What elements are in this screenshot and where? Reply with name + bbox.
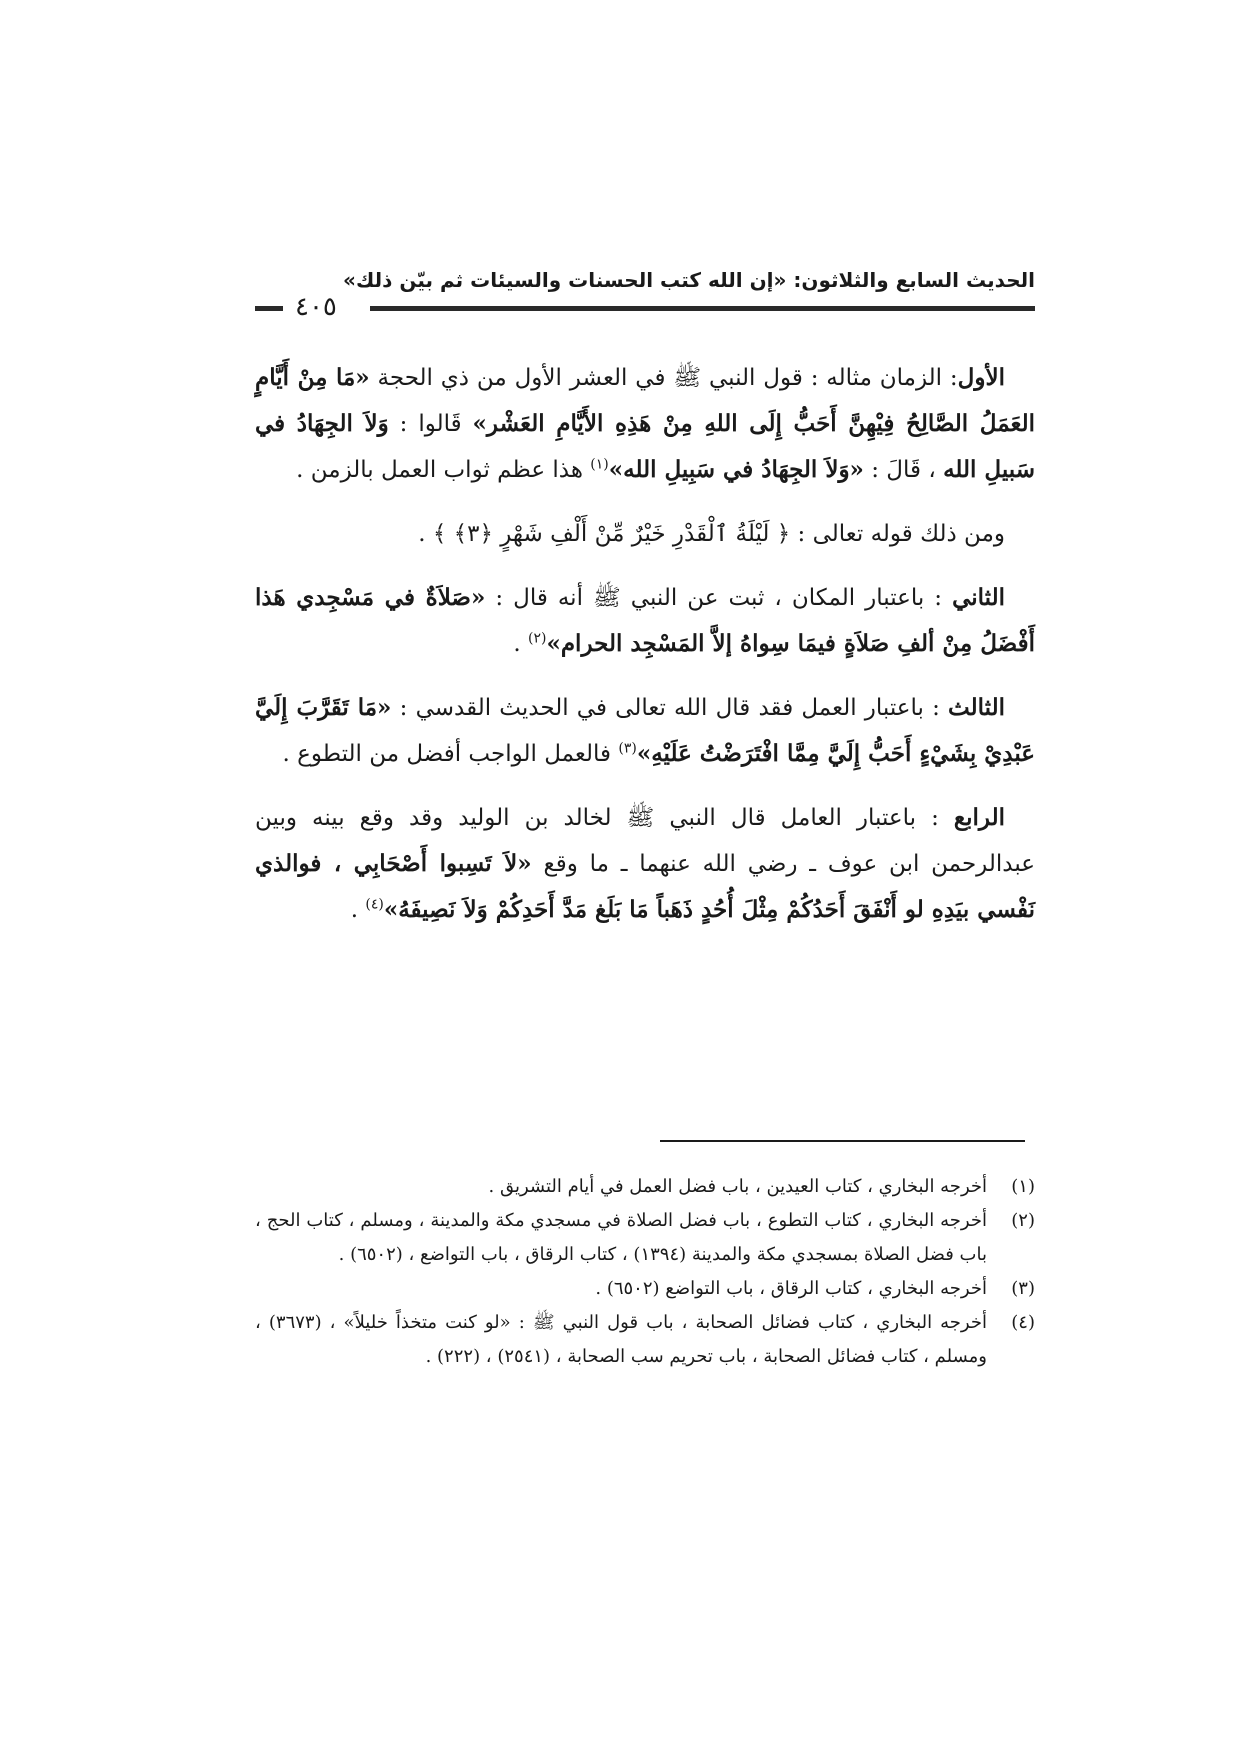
hadith-quote: «وَلاَ الجِهَادُ في سَبِيلِ الله» <box>608 456 864 483</box>
hadith-quote: «لاَ تَسِبوا أَصْحَابِي ، فوالذي نَفْسي بيَدِهِ لو أَنْفَقَ أَحَدُكُمْ مِثْلَ أُحُدٍ ذَهَباً مَا بَلَغ مَدَّ أَحَدِكُمْ وَلاَ نَصِيفَهُ» <box>255 850 1035 923</box>
paragraph-text: : باعتبار المكان ، ثبت عن النبي ﷺ أنه قال : <box>485 585 953 611</box>
paragraph-lead: الرابع <box>953 804 1005 831</box>
footnote-ref: (٤) <box>365 896 384 913</box>
paragraph-fourth <box>255 795 1035 933</box>
paragraph-text: ومن ذلك قوله تعالى : ﴿ لَيْلَةُ ٱلْقَدْرِ خَيْرٌ مِّنْ أَلْفِ شَهْرٍ ﴿٣﴾ ﴾ . <box>418 521 1005 547</box>
paragraph-quran <box>255 511 1035 557</box>
footnote-number: (٣) <box>1011 1278 1035 1299</box>
footnote-text: أخرجه البخاري ، كتاب العيدين ، باب فضل العمل في أيام التشريق . <box>488 1176 987 1197</box>
footnote-item <box>255 1306 1035 1374</box>
paragraph-text: هذا عظم ثواب العمل بالزمن . <box>296 457 591 483</box>
footnote-ref: (٢) <box>527 630 547 647</box>
footnote-text: أخرجه البخاري ، كتاب فضائل الصحابة ، باب قول النبي ﷺ : «لو كنت متخذاً خليلاً» ، (٣٦٧٣) ، ومسلم ، كتاب فضائل الصحابة ، باب تحريم سب الصحابة ، (٢٥٤١) ، (٢٢٢) . <box>255 1312 987 1367</box>
footnote-number: (٢) <box>1011 1210 1035 1231</box>
footnote-number: (١) <box>1011 1176 1035 1197</box>
paragraph-text: فالعمل الواجب أفضل من التطوع . <box>282 741 619 767</box>
paragraph-text: قَالوا : <box>388 411 473 437</box>
paragraph-second <box>255 575 1035 667</box>
footnote-number: (٤) <box>1011 1312 1035 1333</box>
paragraph-text: : باعتبار العمل فقد قال الله تعالى في الحديث القدسي : <box>391 695 949 721</box>
paragraph-lead: الثاني <box>952 584 1005 611</box>
paragraph-text: . <box>350 897 366 923</box>
main-text <box>255 355 1035 951</box>
footnote-text: أخرجه البخاري ، كتاب الرقاق ، باب التواضع (٦٥٠٢) . <box>595 1278 987 1299</box>
header-title: الحديث السابع والثلاثون: «إن الله كتب الحسنات والسيئات ثم بيّن ذلك» <box>343 268 1035 292</box>
paragraph-third <box>255 685 1035 777</box>
footnote-item <box>255 1204 1035 1272</box>
paragraph-text: . <box>513 631 528 657</box>
footnote-item <box>255 1272 1035 1306</box>
running-header <box>255 268 1035 326</box>
paragraph-lead: الثالث <box>948 694 1005 721</box>
hadith-quote: «مَا تَقَرَّبَ إِلَيَّ عَبْدِيْ بِشَيْءٍ أَحَبُّ إِلَيَّ مِمَّا افْتَرَضْتُ عَلَيْهِ» <box>255 694 1035 767</box>
footnote-separator <box>660 1140 1025 1142</box>
paragraph-text: : الزمان مثاله : قول النبي ﷺ في العشر الأول من ذي الحجة <box>369 365 958 391</box>
header-rule-short <box>255 306 283 311</box>
footnotes <box>255 1170 1035 1374</box>
paragraph-text: : باعتبار العامل قال النبي ﷺ لخالد بن الوليد وقد وقع بينه وبين عبدالرحمن ابن عوف ـ رضي الله عنهما ـ ما وقع <box>255 805 1035 877</box>
footnote-ref: (٣) <box>618 740 637 757</box>
hadith-quote: «صَلاَةٌ في مَسْجِدي هَذا أَفْضَلُ مِنْ ألفِ صَلاَةٍ فيمَا سِواهُ إلاَّ المَسْجِد الحرام» <box>255 584 1035 657</box>
paragraph-first <box>255 355 1035 493</box>
footnote-text: أخرجه البخاري ، كتاب التطوع ، باب فضل الصلاة في مسجدي مكة والمدينة ، ومسلم ، كتاب الحج ، باب فضل الصلاة بمسجدي مكة والمدينة (١٣٩٤) ، كتاب الرقاق ، باب التواضع ، (٦٥٠٢) . <box>255 1210 987 1265</box>
hadith-quote: «مَا مِنْ أَيَّامٍ العَمَلُ الصَّالِحُ فِيْهِنَّ أَحَبُّ إِلَى اللهِ مِنْ هَذِهِ الأَيَّامِ العَشْر» <box>255 364 1036 437</box>
footnote-ref: (١) <box>590 456 609 473</box>
header-rule <box>370 306 1035 311</box>
page-number: ٤٠٥ <box>295 292 337 322</box>
footnote-item <box>255 1170 1035 1204</box>
paragraph-lead: الأول <box>957 364 1005 391</box>
hadith-quote: وَلاَ الجِهَادُ في سَبيلِ الله <box>255 410 1035 483</box>
paragraph-text: ، قَالَ : <box>863 457 944 483</box>
